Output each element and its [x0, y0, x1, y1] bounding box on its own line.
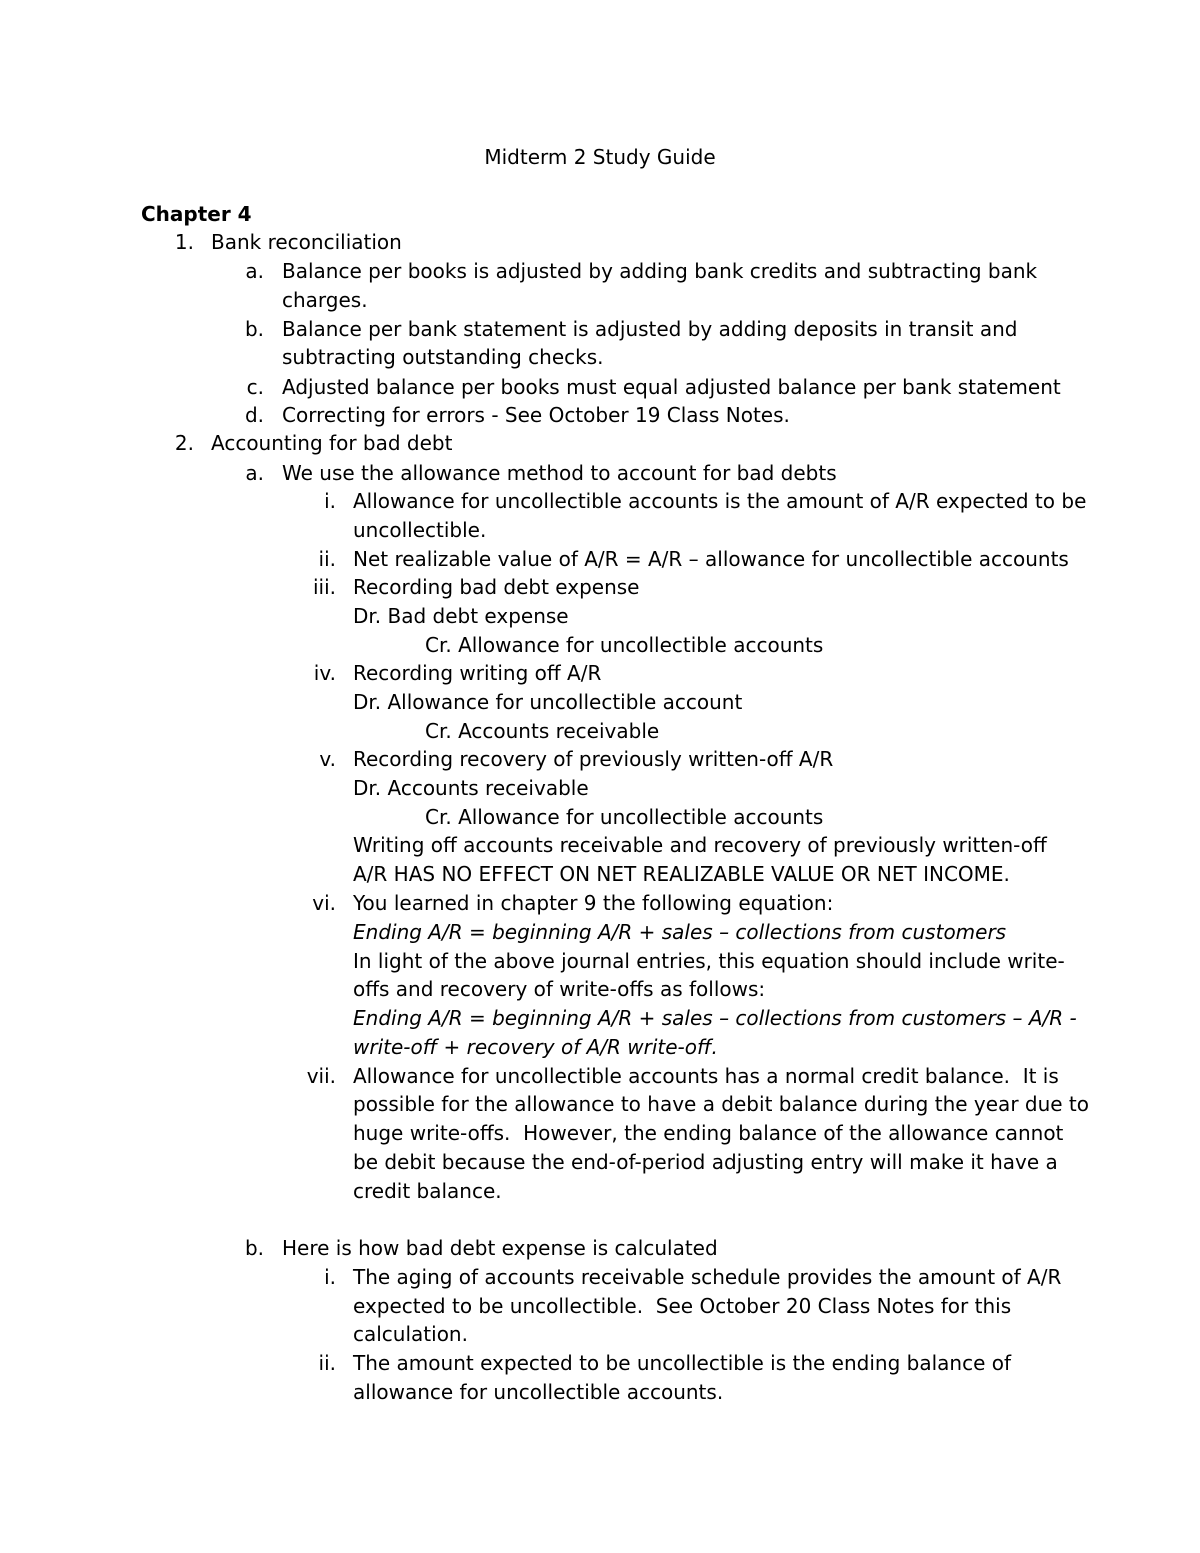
list-marker: b.: [244, 1236, 264, 1260]
equation-line: Ending A/R = beginning A/R + sales – collections from customers: [353, 920, 1007, 944]
list-item-line: charges.: [282, 288, 368, 312]
journal-debit: Dr. Allowance for uncollectible account: [353, 690, 743, 714]
list-item-line: be debit because the end-of-period adjusting entry will make it have a: [353, 1150, 1058, 1174]
list-marker: iv.: [313, 661, 336, 685]
list-item-line: uncollectible.: [353, 518, 487, 542]
page-title: Midterm 2 Study Guide: [484, 145, 716, 169]
list-item-line: credit balance.: [353, 1179, 502, 1203]
list-marker: d.: [244, 403, 264, 427]
journal-credit: Cr. Allowance for uncollectible accounts: [425, 633, 824, 657]
list-item-line: Correcting for errors - See October 19 Class Notes.: [282, 403, 790, 427]
journal-debit: Dr. Bad debt expense: [353, 604, 569, 628]
list-marker: v.: [319, 747, 336, 771]
list-marker: a.: [245, 461, 264, 485]
list-item-line: expected to be uncollectible. See October 20 Class Notes for this: [353, 1294, 1012, 1318]
section-title: Accounting for bad debt: [211, 431, 453, 455]
list-item-line: A/R HAS NO EFFECT ON NET REALIZABLE VALUE OR NET INCOME.: [353, 862, 1010, 886]
subsection-title: We use the allowance method to account for bad debts: [282, 461, 837, 485]
list-item-line: You learned in chapter 9 the following equation:: [353, 891, 834, 915]
journal-credit: Cr. Allowance for uncollectible accounts: [425, 805, 824, 829]
section-title: Bank reconciliation: [211, 230, 402, 254]
list-item-line: Net realizable value of A/R = A/R – allowance for uncollectible accounts: [353, 547, 1069, 571]
list-item-line: huge write-offs. However, the ending balance of the allowance cannot: [353, 1121, 1064, 1145]
list-item-line: Allowance for uncollectible accounts is the amount of A/R expected to be: [353, 489, 1087, 513]
list-marker: a.: [245, 259, 264, 283]
list-item-line: Balance per books is adjusted by adding bank credits and subtracting bank: [282, 259, 1038, 283]
equation-line: write-off + recovery of A/R write-off.: [353, 1035, 718, 1059]
list-marker: 2.: [174, 431, 194, 455]
list-item-line: allowance for uncollectible accounts.: [353, 1380, 724, 1404]
list-marker: vii.: [306, 1064, 336, 1088]
list-item-line: subtracting outstanding checks.: [282, 345, 604, 369]
list-marker: iii.: [312, 575, 336, 599]
list-item-line: possible for the allowance to have a debit balance during the year due to: [353, 1092, 1090, 1116]
list-marker: c.: [246, 375, 264, 399]
list-marker: ii.: [318, 547, 336, 571]
list-item-line: The amount expected to be uncollectible is the ending balance of: [353, 1351, 1012, 1375]
list-marker: 1.: [174, 230, 194, 254]
list-item-line: Recording recovery of previously written-off A/R: [353, 747, 834, 771]
journal-credit: Cr. Accounts receivable: [425, 719, 660, 743]
list-item-line: Recording writing off A/R: [353, 661, 602, 685]
chapter-heading: Chapter 4: [141, 202, 252, 226]
list-item-line: offs and recovery of write-offs as follows:: [353, 977, 766, 1001]
list-marker: vi.: [312, 891, 336, 915]
list-marker: i.: [324, 1265, 336, 1289]
list-marker: ii.: [318, 1351, 336, 1375]
subsection-title: Here is how bad debt expense is calculated: [282, 1236, 718, 1260]
list-item-line: Writing off accounts receivable and recovery of previously written-off: [353, 833, 1047, 857]
list-item-line: Recording bad debt expense: [353, 575, 640, 599]
list-marker: b.: [244, 317, 264, 341]
list-item-line: Adjusted balance per books must equal adjusted balance per bank statement: [282, 375, 1061, 399]
list-item-line: calculation.: [353, 1322, 468, 1346]
equation-line: Ending A/R = beginning A/R + sales – collections from customers – A/R -: [353, 1006, 1077, 1030]
list-item-line: The aging of accounts receivable schedule provides the amount of A/R: [353, 1265, 1062, 1289]
journal-debit: Dr. Accounts receivable: [353, 776, 589, 800]
list-item-line: Allowance for uncollectible accounts has a normal credit balance. It is: [353, 1064, 1059, 1088]
list-item-line: In light of the above journal entries, this equation should include write-: [353, 949, 1065, 973]
list-item-line: Balance per bank statement is adjusted by adding deposits in transit and: [282, 317, 1018, 341]
list-marker: i.: [324, 489, 336, 513]
